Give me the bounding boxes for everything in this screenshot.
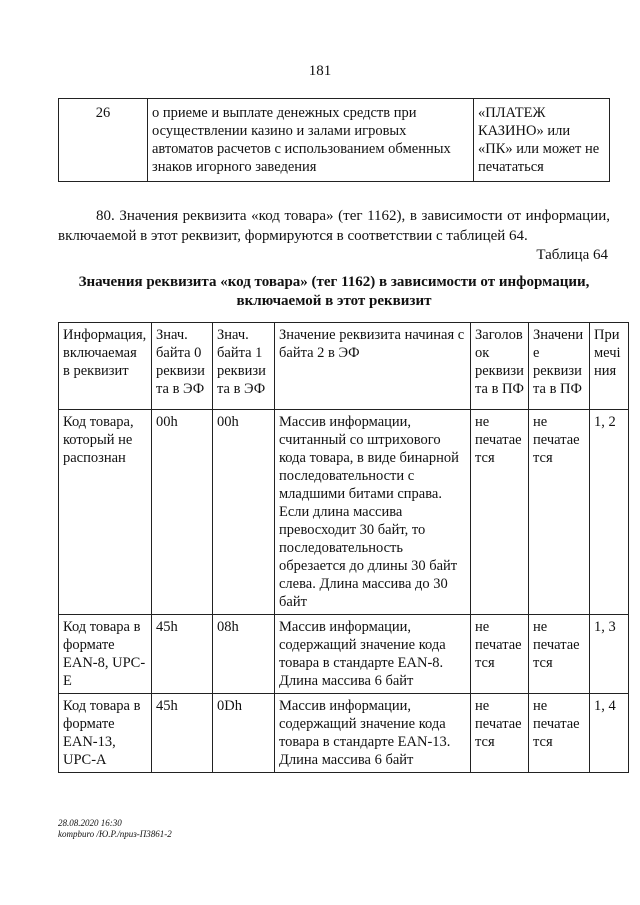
cell-title-pf: не печатае тся (471, 410, 529, 615)
header-byte0: Знач. байта 0 реквизи та в ЭФ (152, 323, 213, 410)
header-notes: При мечі ния (590, 323, 629, 410)
header-info: Информация, включаемая в реквизит (59, 323, 152, 410)
footer-user: kompburo /Ю.Р./приз-П3861-2 (58, 829, 172, 839)
cell-byte0: 45h (152, 615, 213, 694)
table-row (59, 410, 629, 615)
header-value: Значение реквизита начиная с байта 2 в ЭФ (275, 323, 471, 410)
cell-value: Массив информации, считанный со штрихового кода товара, в виде бинарной последовательности с младшими битами справа. Если длина массива превосходит 30 байт, то последовательность обрезается до длины 30 байт слева. Длина массива до 30 байт (275, 410, 471, 615)
cell-value-pf: не печатае тся (529, 410, 590, 615)
cell-byte1: 0Dh (213, 694, 275, 773)
cell-byte1: 08h (213, 615, 275, 694)
cell-info: Код товара, который не распознан (59, 410, 152, 615)
header-value-pf: Значени е реквизи та в ПФ (529, 323, 590, 410)
cell-value: Массив информации, содержащий значение кода товара в стандарте EAN-8. Длина массива 6 байт (275, 615, 471, 694)
cell-note: 1, 3 (590, 615, 629, 694)
cell-value-pf: не печатае тся (529, 615, 590, 694)
continued-table-row (58, 98, 610, 182)
table-64 (58, 322, 629, 773)
cell-note: 1, 2 (590, 410, 629, 615)
cell-info: Код товара в формате EAN-8, UPC-E (59, 615, 152, 694)
cell-byte0: 45h (152, 694, 213, 773)
cell-title-pf: не печатае тся (471, 615, 529, 694)
page-number: 181 (308, 63, 332, 79)
cell-info: Код товара в формате EAN-13, UPC-A (59, 694, 152, 773)
row-description: о приеме и выплате денежных средств при осуществлении казино и залами игровых автоматов расчетов с использованием обменных знаков игорного заведения (148, 99, 474, 182)
cell-byte0: 00h (152, 410, 213, 615)
table-row (59, 99, 610, 182)
cell-value: Массив информации, содержащий значение кода товара в стандарте EAN-13. Длина массива 6 байт (275, 694, 471, 773)
cell-title-pf: не печатае тся (471, 694, 529, 773)
table-label: Таблица 64 (536, 247, 608, 263)
header-byte1: Знач. байта 1 реквизи та в ЭФ (213, 323, 275, 410)
cell-note: 1, 4 (590, 694, 629, 773)
row-value: «ПЛАТЕЖ КАЗИНО» или «ПК» или может не печататься (474, 99, 610, 182)
cell-byte1: 00h (213, 410, 275, 615)
table-row (59, 694, 629, 773)
cell-value-pf: не печатае тся (529, 694, 590, 773)
footer-date: 28.08.2020 16:30 (58, 818, 122, 828)
table-row (59, 615, 629, 694)
paragraph-80: 80. Значения реквизита «код товара» (тег 1162), в зависимости от информации, включаемой в этот реквизит, формируются в соответствии с таблицей 64. (58, 208, 610, 244)
row-number: 26 (59, 99, 148, 182)
header-title-pf: Заголов ок реквизи та в ПФ (471, 323, 529, 410)
table-title: Значения реквизита «код товара» (тег 1162) в зависимости от информации, включаемой в этот реквизит (78, 274, 590, 309)
table-header-row (59, 323, 629, 410)
